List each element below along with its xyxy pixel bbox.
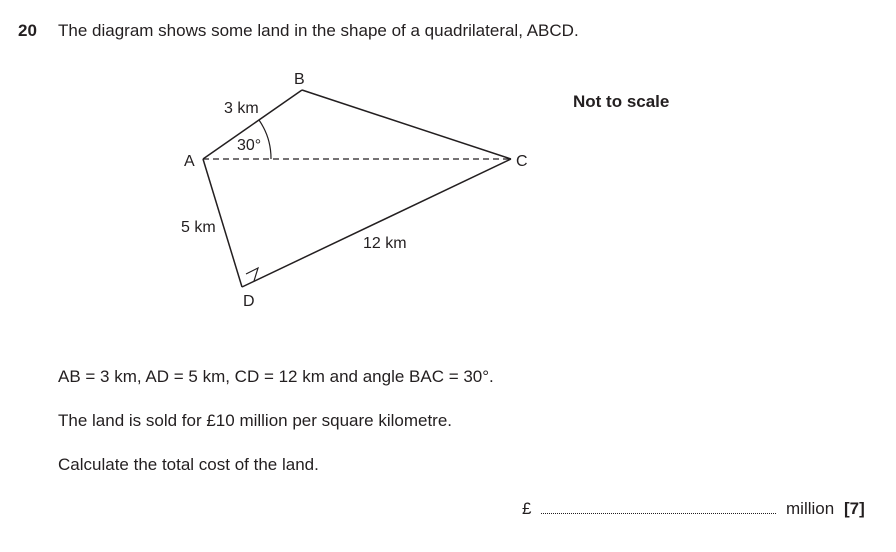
right-angle-mark-d xyxy=(246,268,258,281)
marks-indicator: [7] xyxy=(844,499,865,518)
question-text: The diagram shows some land in the shape of a quadrilateral, ABCD. xyxy=(58,21,579,40)
not-to-scale-note: Not to scale xyxy=(573,92,670,111)
price-statement: The land is sold for £10 million per square kilometre. xyxy=(58,411,453,430)
length-label-ab: 3 km xyxy=(224,100,259,117)
angle-label-bac: 30° xyxy=(237,137,262,154)
vertex-label-a: A xyxy=(184,153,195,170)
answer-currency-symbol: £ xyxy=(522,499,532,518)
side-cd xyxy=(242,159,511,287)
side-bc xyxy=(302,90,511,159)
given-information: AB = 3 km, AD = 5 km, CD = 12 km and angle BAC = 30°. xyxy=(58,367,494,386)
length-label-cd: 12 km xyxy=(363,235,407,252)
vertex-label-d: D xyxy=(243,293,255,310)
vertex-label-c: C xyxy=(516,153,528,170)
length-label-ad: 5 km xyxy=(181,219,216,236)
answer-line[interactable] xyxy=(541,513,776,514)
answer-unit: million xyxy=(786,499,835,518)
vertex-label-b: B xyxy=(294,71,305,88)
task-instruction: Calculate the total cost of the land. xyxy=(58,455,319,474)
question-number: 20 xyxy=(18,21,37,40)
